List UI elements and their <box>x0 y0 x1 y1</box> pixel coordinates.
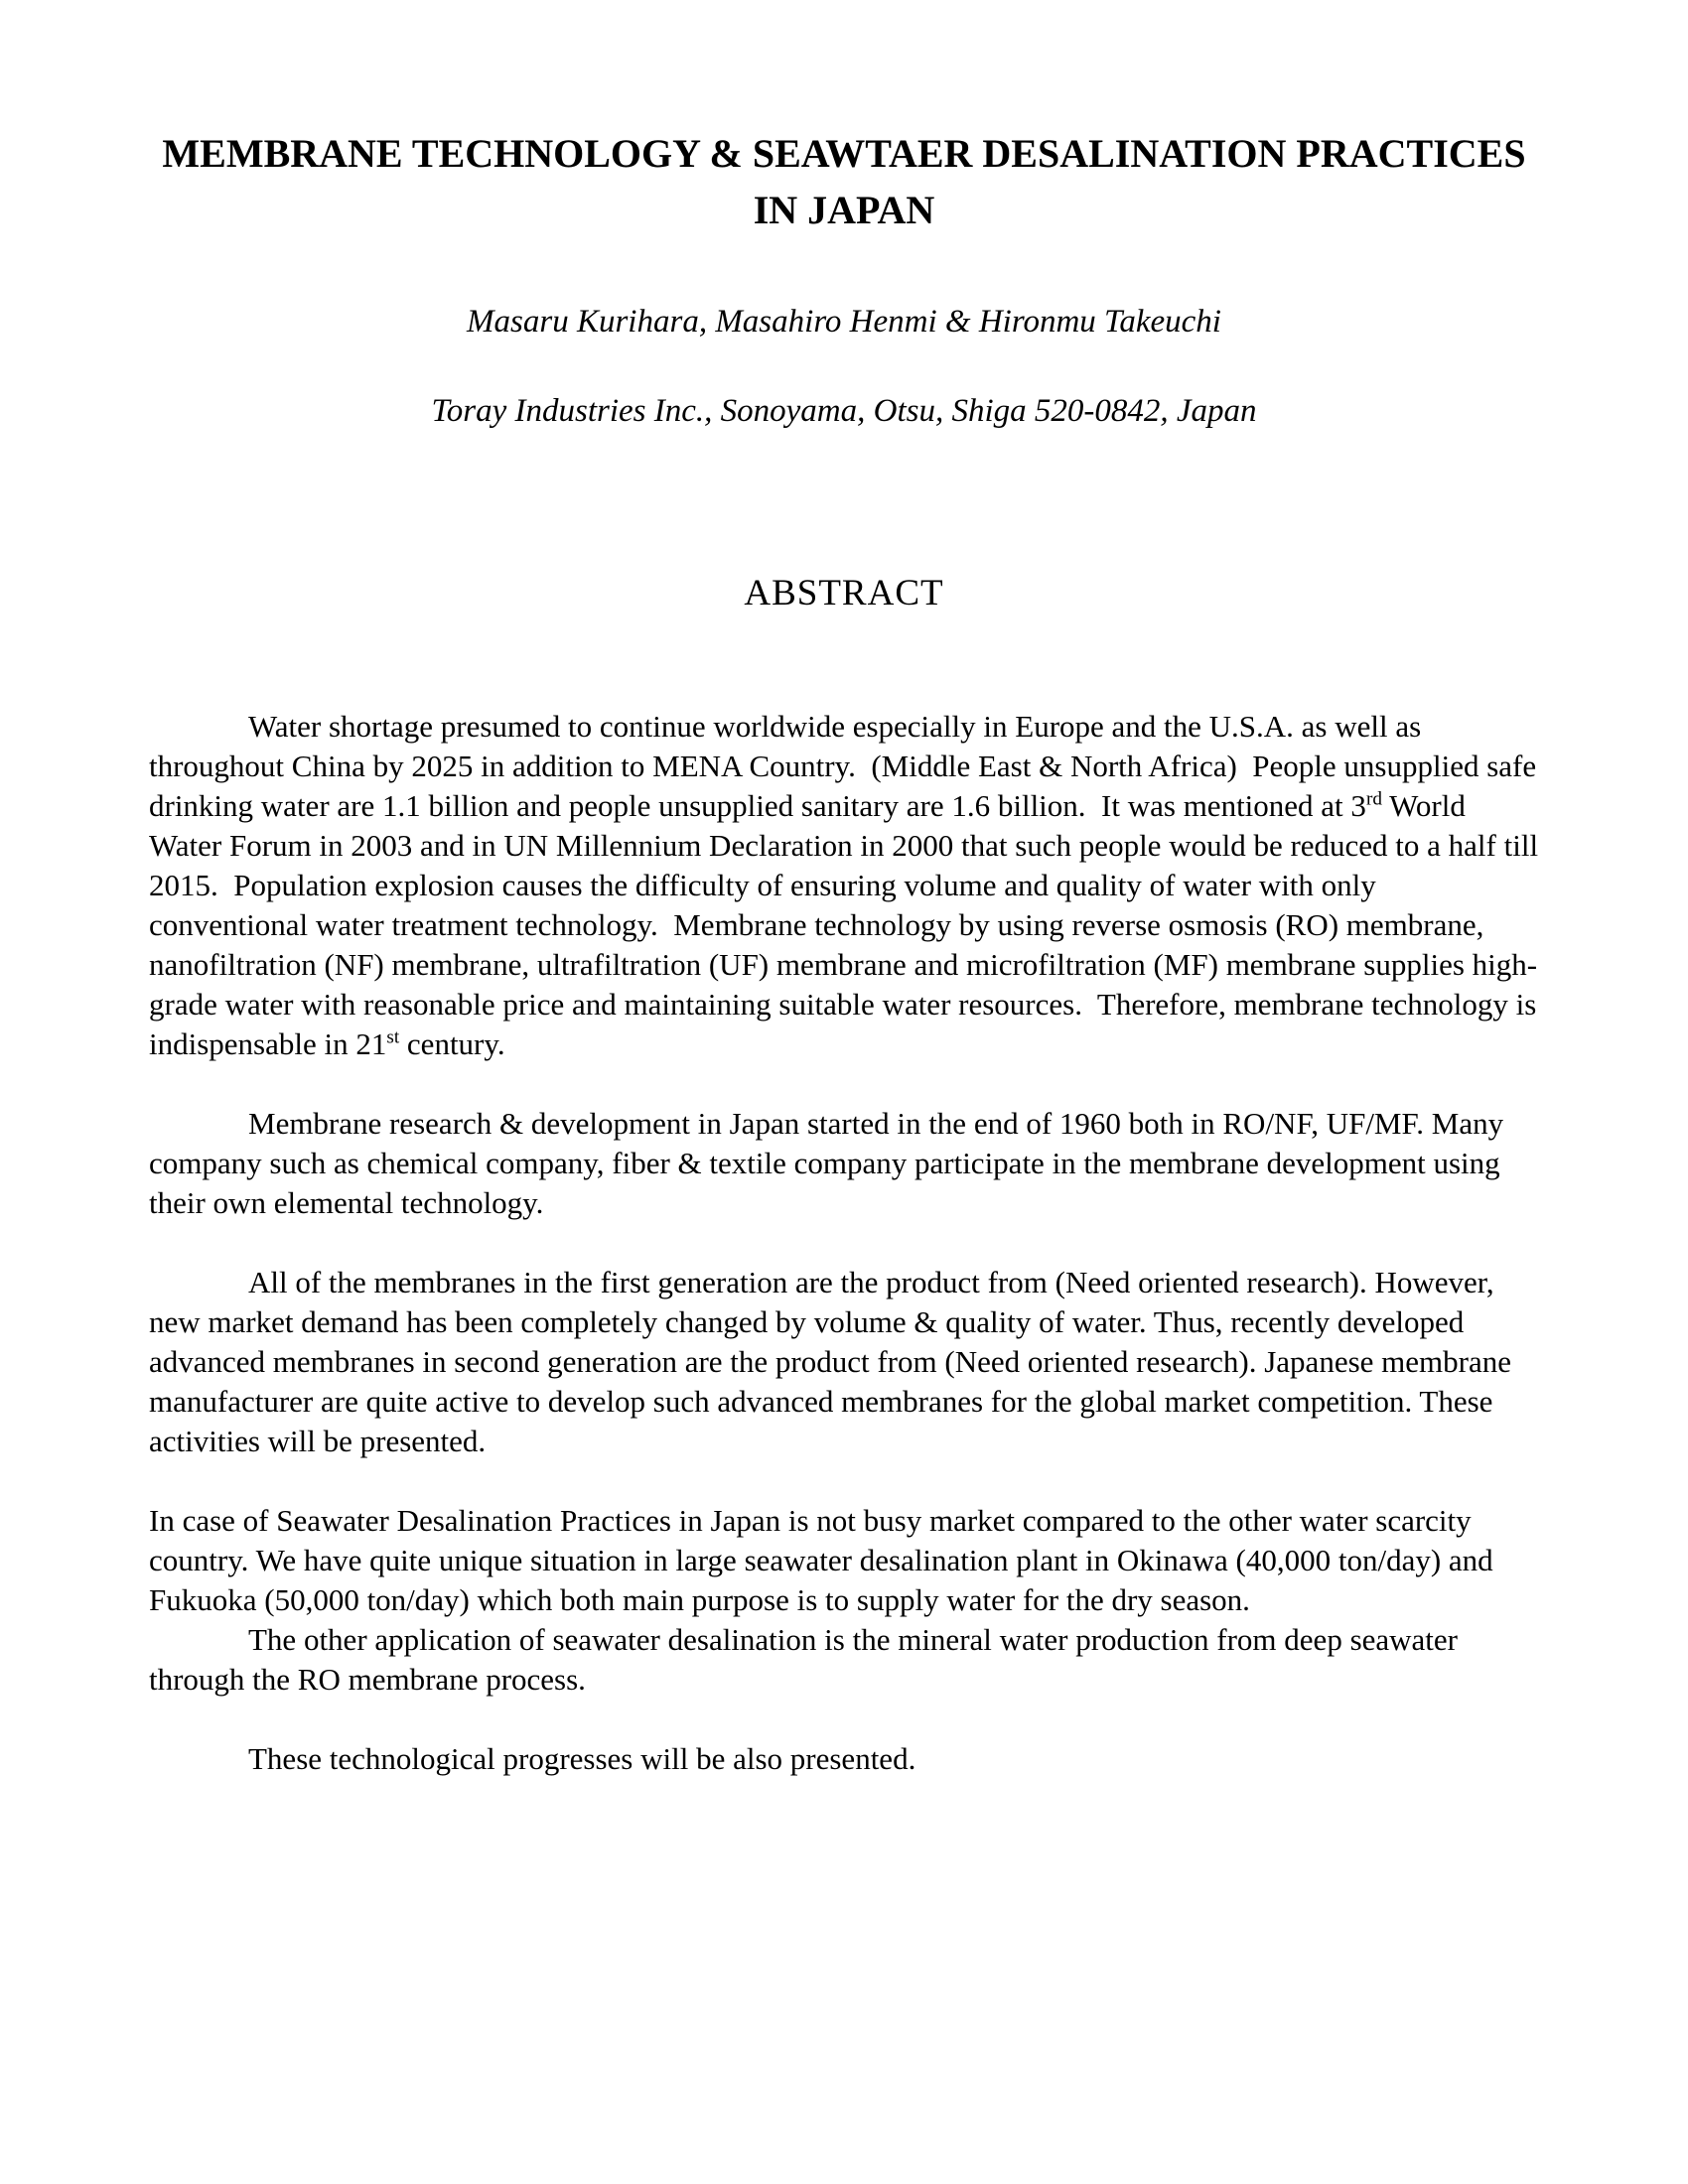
affiliation-line: Toray Industries Inc., Sonoyama, Otsu, Shiga 520-0842, Japan <box>431 393 1257 429</box>
abstract-paragraph: The other application of seawater desalination is the mineral water production from deep seawater through the RO membrane process. <box>149 1622 1466 1697</box>
paper-title <box>149 125 1539 238</box>
authors-line: Masaru Kurihara, Masahiro Henmi & Hironmu Takeuchi <box>467 304 1221 340</box>
paper-title-line2: IN JAPAN <box>753 188 935 232</box>
abstract-paragraph: Water shortage presumed to continue worldwide especially in Europe and the U.S.A. as well as throughout China by 2025 in addition to MENA Country. (Middle East & North Africa) People unsupplied safe drinking water are 1.1 billion and people unsupplied sanitary are 1.6 billion. It was mentioned at 3rd World Water Forum in 2003 and in UN Millennium Declaration in 2000 that such people would be reduced to a half till 2015. Population explosion causes the difficulty of ensuring volume and quality of water with only conventional water treatment technology. Membrane technology by using reverse osmosis (RO) membrane, nanofiltration (NF) membrane, ultrafiltration (UF) membrane and microfiltration (MF) membrane supplies high-grade water with reasonable price and maintaining suitable water resources. Therefore, membrane technology is indispensable in 21st century. <box>149 709 1546 1061</box>
abstract-paragraph: These technological progresses will be also presented. <box>248 1741 916 1776</box>
abstract-paragraph: All of the membranes in the first generation are the product from (Need oriented research). However, new market demand has been completely changed by volume & quality of water. Thus, recently developed advanced membranes in second generation are the product from (Need oriented research). Japanese membrane manufacturer are quite active to develop such advanced membranes for the global market competition. These activities will be presented. <box>149 1265 1519 1458</box>
abstract-body <box>149 707 1546 1779</box>
abstract-paragraph: In case of Seawater Desalination Practices in Japan is not busy market compared to the other water scarcity country. We have quite unique situation in large seawater desalination plant in Okinawa (40,000 ton/day) and Fukuoka (50,000 ton/day) which both main purpose is to supply water for the dry season. <box>149 1503 1501 1617</box>
paper-title-line1: MEMBRANE TECHNOLOGY & SEAWTAER DESALINATION PRACTICES <box>162 131 1526 176</box>
abstract-paragraph: Membrane research & development in Japan started in the end of 1960 both in RO/NF, UF/MF. Many company such as chemical company, fiber & textile company participate in the membrane development using their own elemental technology. <box>149 1106 1511 1220</box>
ordinal-superscript: st <box>386 1026 400 1048</box>
ordinal-superscript: rd <box>1365 788 1382 810</box>
abstract-heading: ABSTRACT <box>744 573 944 614</box>
